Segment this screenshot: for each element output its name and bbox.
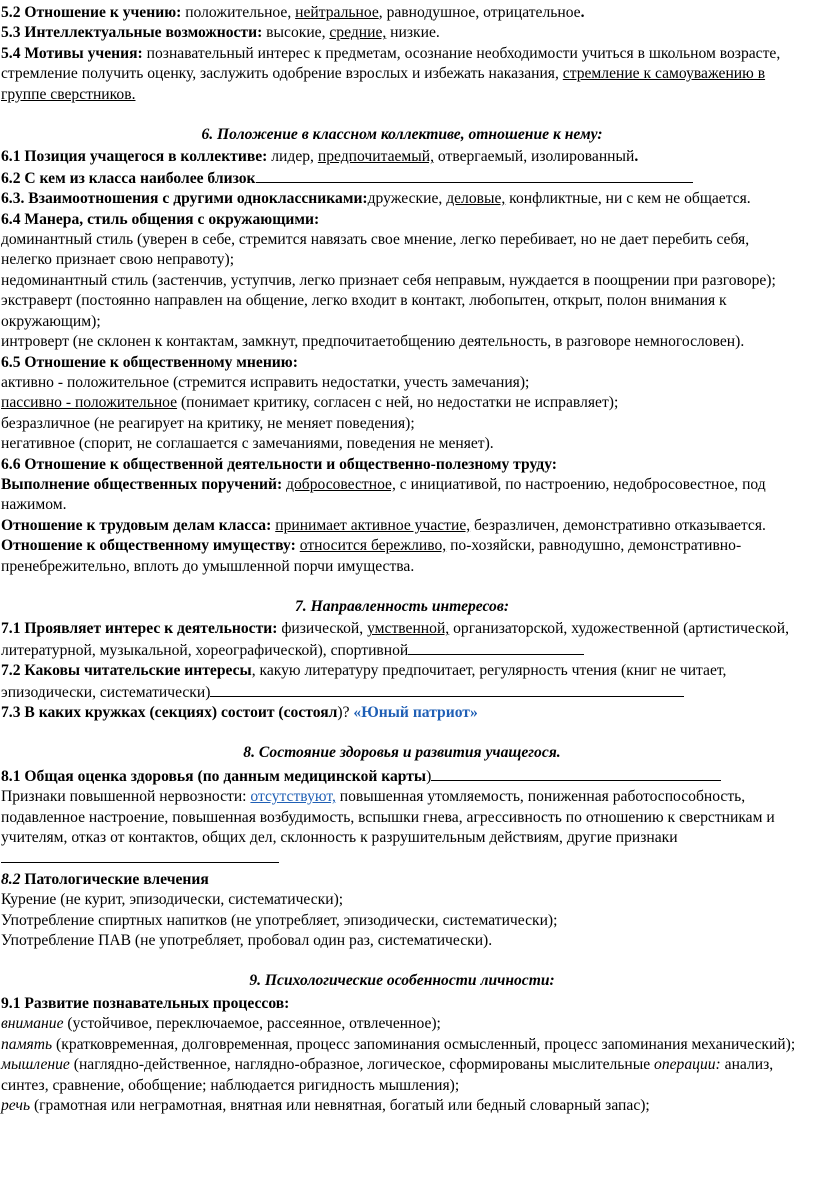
- item-6-1-heading: 6.1 Позиция учащегося в коллективе:: [1, 148, 268, 166]
- text: низкие.: [386, 24, 440, 42]
- item-5-3-heading: 5.3 Интеллектуальные возможности:: [1, 24, 263, 42]
- style-nondominant: недоминантный стиль (застенчив, уступчив, легко признает себя неправым, нуждается в поощрении при разговоре);: [1, 271, 776, 289]
- class-labor: [1, 516, 803, 536]
- term: речь: [1, 1096, 31, 1114]
- item-5-4: [1, 44, 803, 105]
- alcohol: Употребление спиртных напитков (не употребляет, эпизодически, систематически);: [1, 911, 558, 929]
- text: физической,: [277, 620, 368, 638]
- text: познавательный интерес к предметам, осознание необходимости учиться в школьном возрасте, стремление получить оценку, заслужить одобрение взрослых и избежать наказания,: [1, 44, 781, 83]
- term: память: [1, 1035, 53, 1053]
- item-7-3: [1, 703, 803, 723]
- item-7-1-heading: 7.1 Проявляет интерес к деятельности:: [1, 620, 278, 638]
- text: организаторской, художественной (артистической, литературной, музыкальной, хореографической), спортивной: [1, 620, 789, 659]
- text: , равнодушное, отрицательное: [378, 4, 581, 21]
- text: , какую литературу предпочитает, регулярность чтения (книг не читает, эпизодически, систематически): [1, 662, 727, 701]
- item-6-1: [1, 147, 803, 167]
- selected-option: средние,: [329, 24, 387, 42]
- selected-option: относится бережливо,: [299, 537, 447, 555]
- label: Выполнение общественных поручений:: [1, 475, 283, 493]
- selected-option: умственной,: [367, 620, 450, 638]
- text: анализ, синтез, сравнение, обобщение; наблюдается ригидность мышления);: [1, 1056, 774, 1094]
- label: Отношение к трудовым делам класса:: [1, 516, 272, 534]
- item-7-2-heading: 7.2 Каковы читательские интересы: [1, 662, 252, 680]
- text: безразличен, демонстративно отказывается.: [470, 516, 766, 534]
- club-name: «Юный патриот»: [353, 704, 478, 721]
- selected-option: пассивно - положительное: [1, 394, 178, 412]
- item-5-3: [1, 23, 803, 43]
- opinion-negative: негативное (спорит, не соглашается с замечаниями, поведения не меняет).: [1, 435, 494, 453]
- section-8-heading: 8. Состояние здоровья и развития учащегося.: [243, 744, 561, 762]
- item-7-3-heading: 7.3 В каких кружках (секциях) состоит (состоял: [1, 704, 338, 721]
- term: внимание: [1, 1015, 64, 1033]
- item-5-2-heading: 5.2 Отношение к учению:: [1, 4, 182, 21]
- text: .: [580, 4, 585, 21]
- memory: [1, 1035, 803, 1055]
- text: дружеские,: [367, 190, 447, 208]
- opinion-indifferent: безразличное (не реагирует на критику, не меняет поведения);: [1, 414, 415, 432]
- public-property: [1, 536, 803, 577]
- section-9-heading: 9. Психологические особенности личности:: [249, 972, 555, 990]
- term: операции:: [654, 1056, 721, 1074]
- selected-option: добросовестное,: [286, 475, 396, 493]
- text: с инициативой, по настроению, недобросовестное, под нажимом.: [1, 475, 766, 514]
- nervousness-signs: [1, 787, 803, 870]
- text: высокие,: [262, 24, 330, 42]
- text: .: [634, 148, 639, 166]
- item-number: 8.2: [1, 870, 21, 888]
- style-introvert: интроверт (не склонен к контактам, замкнут, предпочитаетобщению деятельность, в разговоре немногословен).: [1, 333, 745, 351]
- label: Отношение к общественному имуществу:: [1, 537, 296, 555]
- text: по-хозяйски, равнодушно, демонстративно-пренебрежительно, вплоть до умышленной порчи имущества.: [1, 537, 742, 575]
- selected-option: принимает активное участие,: [275, 516, 471, 534]
- item-7-2: [1, 661, 803, 703]
- item-8-2-heading: Патологические влечения: [20, 870, 209, 888]
- item-6-3: [1, 189, 803, 209]
- text: положительное,: [181, 4, 296, 21]
- text: (понимает критику, согласен с ней, но недостатки не исправляет);: [177, 394, 619, 412]
- text: (грамотная или неграмотная, внятная или невнятная, богатый или бедный словарный запас);: [30, 1096, 650, 1114]
- section-6-heading: 6. Положение в классном коллективе, отношение к нему:: [201, 126, 603, 144]
- item-6-3-heading: 6.3. Взаимоотношения с другими одноклассниками:: [1, 190, 368, 208]
- style-extravert: экстраверт (постоянно направлен на общение, легко входит в контакт, любопытен, открыт, полон внимания к окружающим);: [1, 292, 727, 330]
- text: (устойчивое, переключаемое, рассеянное, отвлеченное);: [63, 1015, 441, 1033]
- item-6-4-heading: 6.4 Манера, стиль общения с окружающими:: [1, 210, 320, 228]
- attention: [1, 1014, 803, 1034]
- item-7-1: [1, 619, 803, 661]
- item-6-6-heading: 6.6 Отношение к общественной деятельности и общественно-полезному труду:: [1, 455, 557, 473]
- item-6-5-heading: 6.5 Отношение к общественному мнению:: [1, 353, 298, 371]
- fill-in-blank[interactable]: [1, 848, 279, 863]
- item-6-2: [1, 168, 803, 189]
- text: (кратковременная, долговременная, процесс запоминания осмысленный, процесс запоминания механический);: [52, 1035, 796, 1053]
- item-6-2-heading: 6.2 С кем из класса наиболее близок: [1, 169, 256, 187]
- opinion-passive-positive: [1, 393, 803, 413]
- selected-option: предпочитаемый,: [317, 148, 435, 166]
- text: повышенная утомляемость, пониженная работоспособность, подавленное настроение, повышенная возбудимость, вспышки гнева, агрессивность по отношению к сверстникам и учителям, отказ от контактов, общих дел, склонность к разрушительным действиям, другие признаки: [1, 788, 775, 847]
- style-dominant: доминантный стиль (уверен в себе, стремится навязать свое мнение, легко перебивает, но не дает перебить себя, нелегко признает свою неправоту);: [1, 231, 750, 269]
- selected-option: нейтральное: [295, 4, 379, 21]
- speech: [1, 1096, 803, 1116]
- fill-in-blank[interactable]: [256, 168, 693, 183]
- text: Признаки повышенной нервозности:: [1, 788, 251, 806]
- text: (наглядно-действенное, наглядно-образное, логическое, сформированы мыслительные: [69, 1056, 655, 1074]
- smoking: Курение (не курит, эпизодически, систематически);: [1, 891, 344, 909]
- text: лидер,: [267, 148, 318, 166]
- public-assignments: [1, 475, 803, 516]
- thinking: [1, 1055, 803, 1096]
- selected-option: стремление к самоуважению в группе сверстников.: [1, 65, 766, 103]
- item-8-1-heading: 8.1 Общая оценка здоровья (по данным медицинской карты: [1, 767, 427, 785]
- selected-option: отсутствуют,: [250, 788, 336, 806]
- item-8-1: [1, 766, 803, 787]
- text: конфликтные, ни с кем не общается.: [505, 190, 751, 208]
- fill-in-blank[interactable]: [408, 640, 584, 655]
- substances: Употребление ПАВ (не употребляет, пробовал один раз, систематически).: [1, 932, 493, 950]
- fill-in-blank[interactable]: [431, 766, 721, 781]
- opinion-active-positive: активно - положительное (стремится исправить недостатки, учесть замечания);: [1, 373, 530, 391]
- text: отвергаемый, изолированный: [434, 148, 635, 166]
- item-8-2: [1, 870, 803, 890]
- fill-in-blank[interactable]: [210, 682, 684, 697]
- text: ): [426, 767, 432, 785]
- term: мышление: [1, 1056, 70, 1074]
- selected-option: деловые,: [446, 190, 506, 208]
- item-5-2: [1, 3, 803, 23]
- section-7-heading: 7. Направленность интересов:: [294, 597, 510, 615]
- text: )?: [337, 704, 354, 721]
- item-5-4-heading: 5.4 Мотивы учения:: [1, 44, 143, 62]
- item-9-1-heading: 9.1 Развитие познавательных процессов:: [1, 994, 290, 1012]
